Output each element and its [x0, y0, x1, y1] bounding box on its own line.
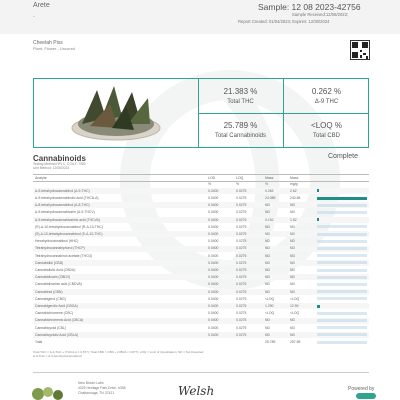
analyte-name: Hexahydrocannabinol (HHC)	[35, 239, 79, 244]
mass-cell: 24.085	[265, 195, 276, 200]
loq-cell: 0.0275	[236, 325, 247, 330]
table-row	[33, 210, 369, 216]
lod-cell: 0.0400	[208, 289, 219, 294]
col-lod: LOD	[208, 175, 216, 180]
analyte-name: (S)-Δ-10-tetrahydrocannabinol (S-Δ-10-THC)	[35, 231, 103, 236]
result-bar	[317, 312, 367, 315]
analyte-name: Total	[35, 339, 43, 344]
result-bar	[317, 204, 367, 207]
loq-cell: 0.0275	[236, 253, 247, 258]
lod-cell: 0.0400	[208, 282, 219, 287]
lab-address-1: 4325 Heritage Park Drive, #398	[78, 386, 126, 390]
lod-cell: 0.0400	[208, 260, 219, 265]
mass-cell: 0.262	[265, 188, 274, 193]
result-bar	[317, 240, 367, 243]
mass-mg-cell: ND	[290, 231, 295, 236]
result-bar	[317, 305, 320, 308]
analyte-name: Δ-8-tetrahydrocannabinol (Δ-8-THC)	[35, 203, 90, 208]
result-bar	[317, 326, 367, 329]
mass-mg-cell: ND	[290, 239, 295, 244]
table-row	[33, 188, 369, 194]
mass-mg-cell: ND	[290, 203, 295, 208]
col-analyte: Analyte	[35, 175, 47, 180]
analyte-name: Δ-9-tetrahydrocannabivarinic acid (THCVA)	[35, 217, 100, 222]
mass-cell: ND	[265, 325, 270, 330]
loq-cell: 0.0275	[236, 246, 247, 251]
mass-cell: ND	[265, 332, 270, 337]
mass-mg-cell: ND	[290, 210, 295, 215]
analyte-name: Cannabidiol (CBD)	[35, 260, 64, 265]
mass-mg-cell: ND	[290, 246, 295, 251]
loq-cell: 0.0275	[236, 303, 247, 308]
mass-cell: ND	[265, 253, 270, 258]
table-row	[33, 310, 369, 316]
analyte-name: Cannabidivarin (CBDV)	[35, 275, 71, 280]
total-cannabinoids-label: Total Cannabinoids	[214, 133, 267, 139]
mass-cell: ND	[265, 210, 270, 215]
product-name: Cheetah Piss	[33, 40, 63, 46]
loq-cell: 0.0275	[236, 195, 247, 200]
mass-mg-cell: ND	[290, 260, 295, 265]
analyte-name: Δ-9-tetrahydrocannabinolic acid (THCA-A)	[35, 195, 99, 200]
result-bar	[317, 189, 319, 192]
mass-mg-cell: ND	[290, 318, 295, 323]
result-bar	[317, 290, 367, 293]
lod-cell: 0.0400	[208, 195, 219, 200]
status-badge: Complete	[328, 153, 358, 160]
table-row	[33, 274, 369, 280]
unit-cell: %	[236, 181, 240, 186]
lab-logo	[30, 384, 70, 400]
mass-mg-cell: 257.89	[290, 339, 301, 344]
result-bar	[317, 254, 367, 257]
mass-mg-cell: ND	[290, 253, 295, 258]
product-matrix: Plant, Flower - Uncured	[33, 46, 76, 51]
table-row	[33, 289, 369, 295]
analyte-name: Cannabigerol (CBG)	[35, 296, 66, 301]
total-cbd-value: <LOQ %	[311, 121, 342, 130]
units-row	[33, 181, 369, 187]
table-row	[33, 202, 369, 208]
d9-thc-label: Δ-9 THC	[314, 99, 339, 105]
analyte-name: Δ-9-tetrahydrocannabivarin (Δ-9-THCV)	[35, 210, 95, 215]
mass-cell: 1.290	[265, 303, 274, 308]
lod-cell: 0.0400	[208, 275, 219, 280]
mass-mg-cell: ND	[290, 267, 295, 272]
mass-cell: ND	[265, 282, 270, 287]
result-bar	[317, 211, 367, 214]
loq-cell: 0.0275	[236, 231, 247, 236]
unit-cell: mg/g	[290, 181, 298, 186]
result-bar	[317, 218, 319, 221]
lod-cell: 0.0400	[208, 203, 219, 208]
table-row	[33, 260, 369, 266]
mass-cell: ND	[265, 289, 270, 294]
mass-mg-cell: 2.62	[290, 188, 297, 193]
mass-cell: ND	[265, 224, 270, 229]
lod-cell: 0.0400	[208, 246, 219, 251]
mass-cell: ND	[265, 267, 270, 272]
loq-cell: 0.0275	[236, 188, 247, 193]
analyte-name: Cannabinol (CBN)	[35, 289, 63, 294]
lod-cell: 0.0400	[208, 231, 219, 236]
lod-cell: 0.0400	[208, 325, 219, 330]
signature: Welsh	[178, 384, 215, 398]
table-row	[33, 246, 369, 252]
footnote: Total THC = Δ-9-THC + (THCA-A × 0.877); Total CBD = CBD + (CBDA × 0.877); LOQ = Limit of Quantitation; ND = Not Detected	[33, 350, 204, 354]
table-row	[33, 325, 369, 331]
total-thc-label: Total THC	[227, 99, 254, 105]
table-row	[33, 231, 369, 237]
result-bar	[317, 247, 367, 250]
mass-cell: ND	[265, 246, 270, 251]
result-bar	[317, 283, 367, 286]
mass-mg-cell: ND	[290, 275, 295, 280]
mass-mg-cell: ND	[290, 282, 295, 287]
loq-cell: 0.0275	[236, 289, 247, 294]
mass-cell: ND	[265, 239, 270, 244]
result-bar	[317, 225, 367, 228]
loq-cell: 0.0275	[236, 282, 247, 287]
footnote-2: Δ-9-THC = Δ-9-tetrahydrocannabinol	[33, 354, 82, 358]
analyte-name: (R)-Δ-10-tetrahydrocannabinol (R-Δ-10-THC)	[35, 224, 103, 229]
client-detail: -	[33, 14, 35, 20]
mass-mg-cell: ND	[290, 289, 295, 294]
table-row	[33, 339, 369, 345]
table-row	[33, 224, 369, 230]
loq-cell: 0.0275	[236, 217, 247, 222]
mass-mg-cell: <LOQ	[290, 311, 300, 316]
lod-cell: 0.0400	[208, 253, 219, 258]
mass-mg-cell: <LOQ	[290, 296, 300, 301]
table-row	[33, 217, 369, 223]
col-mass: Mass	[265, 175, 274, 180]
total-thc-value: 21.383 %	[223, 87, 258, 96]
product-photo	[62, 84, 170, 142]
table-row	[33, 238, 369, 244]
loq-cell: 0.0275	[236, 296, 247, 301]
result-bar	[317, 319, 367, 322]
mass-mg-cell: 240.85	[290, 195, 301, 200]
powered-by: Powered by	[348, 386, 375, 392]
table-row	[33, 253, 369, 259]
mass-cell: 0.152	[265, 217, 274, 222]
mass-mg-cell: ND	[290, 325, 295, 330]
result-bar	[317, 269, 367, 272]
total-cannabinoids-value: 25.789 %	[223, 121, 258, 130]
footer-divider	[33, 372, 369, 373]
loq-cell: 0.0275	[236, 267, 247, 272]
lod-cell: 0.0400	[208, 311, 219, 316]
loq-cell: 0.0275	[236, 318, 247, 323]
test-method: Testing Method:HPLC, COA-F-7080	[33, 162, 86, 166]
loq-cell: 0.0275	[236, 311, 247, 316]
table-row	[33, 303, 369, 309]
table-row	[33, 267, 369, 273]
section-title: Cannabinoids	[33, 154, 86, 163]
mass-mg-cell: ND	[290, 332, 295, 337]
analyte-name: Tetrahydrocannabinol acetate (THCO)	[35, 253, 93, 258]
loq-cell: 0.0275	[236, 203, 247, 208]
result-bar	[317, 341, 367, 344]
mass-cell: <LOQ	[265, 311, 275, 316]
mass-cell: <LOQ	[265, 296, 275, 301]
table-row	[33, 296, 369, 302]
sample-received: Sample Received:12/08/2023;	[292, 12, 349, 17]
analyte-name: Cannabicyclolic Acid (CBLA)	[35, 332, 78, 337]
lab-name: New Bloom Labs	[78, 381, 104, 385]
powered-by-logo	[356, 392, 376, 400]
divider	[198, 113, 369, 114]
lod-cell: 0.0400	[208, 303, 219, 308]
mass-mg-cell: 12.90	[290, 303, 299, 308]
analyte-name: Cannabigerolic Acid (CBGA)	[35, 303, 78, 308]
result-bar	[317, 297, 367, 300]
analyte-name: Cannabidivarinic acid (CBDVA)	[35, 282, 82, 287]
lod-cell: 0.0400	[208, 318, 219, 323]
mass-cell: ND	[265, 275, 270, 280]
report-dates: Report Created: 01/04/2024; Expires: 12/30/2024	[238, 19, 330, 24]
result-bar	[317, 276, 367, 279]
analyte-name: Cannabichromenic Acid (CBCA)	[35, 318, 84, 323]
mass-mg-cell: 1.52	[290, 217, 297, 222]
analyte-name: Cannabicyclol (CBL)	[35, 325, 66, 330]
table-row	[33, 195, 369, 201]
analyte-name: Tetrahydrocannabiphorol (THCP)	[35, 246, 85, 251]
loq-cell: 0.0275	[236, 275, 247, 280]
total-cbd-label: Total CBD	[312, 133, 340, 139]
lod-cell: 0.0400	[208, 239, 219, 244]
loq-cell: 0.0275	[236, 332, 247, 337]
lod-cell: 0.0400	[208, 332, 219, 337]
unit-method: Unit Method: 12/08/2023	[33, 166, 70, 170]
result-bar	[317, 197, 367, 200]
analyte-name: Cannabichromene (CBC)	[35, 311, 74, 316]
mass-cell: 25.789	[265, 339, 276, 344]
result-bar	[317, 233, 367, 236]
mass-cell: ND	[265, 260, 270, 265]
client-name: Arete	[33, 2, 50, 9]
lod-cell: 0.0400	[208, 224, 219, 229]
mass-cell: ND	[265, 318, 270, 323]
result-bar	[317, 261, 367, 264]
mass-cell: ND	[265, 203, 270, 208]
lab-address-2: Chattanooga, TN 37421	[78, 391, 115, 395]
loq-cell: 0.0275	[236, 260, 247, 265]
result-bar	[317, 333, 367, 336]
unit-cell: %	[265, 181, 269, 186]
col-loq: LOQ	[236, 175, 244, 180]
unit-cell: %	[208, 181, 212, 186]
lod-cell: 0.0400	[208, 210, 219, 215]
analyte-name: Cannabidiolic Acid (CBDA)	[35, 267, 76, 272]
sample-id: Sample: 12 08 2023-42756	[258, 2, 361, 12]
d9-thc-value: 0.262 %	[311, 87, 342, 96]
qr-code[interactable]	[350, 40, 370, 60]
lod-cell: 0.0400	[208, 188, 219, 193]
table-row	[33, 282, 369, 288]
table-row	[33, 318, 369, 324]
col-mass-mg: Mass	[290, 175, 299, 180]
loq-cell: 0.0275	[236, 210, 247, 215]
loq-cell: 0.0275	[236, 224, 247, 229]
lod-cell: 0.0400	[208, 296, 219, 301]
lod-cell: 0.0400	[208, 267, 219, 272]
mass-mg-cell: ND	[290, 224, 295, 229]
lod-cell: 0.0400	[208, 217, 219, 222]
table-row	[33, 332, 369, 338]
mass-cell: ND	[265, 231, 270, 236]
loq-cell: 0.0275	[236, 239, 247, 244]
analyte-name: Δ-9-tetrahydrocannabinol (Δ-9-THC)	[35, 188, 90, 193]
